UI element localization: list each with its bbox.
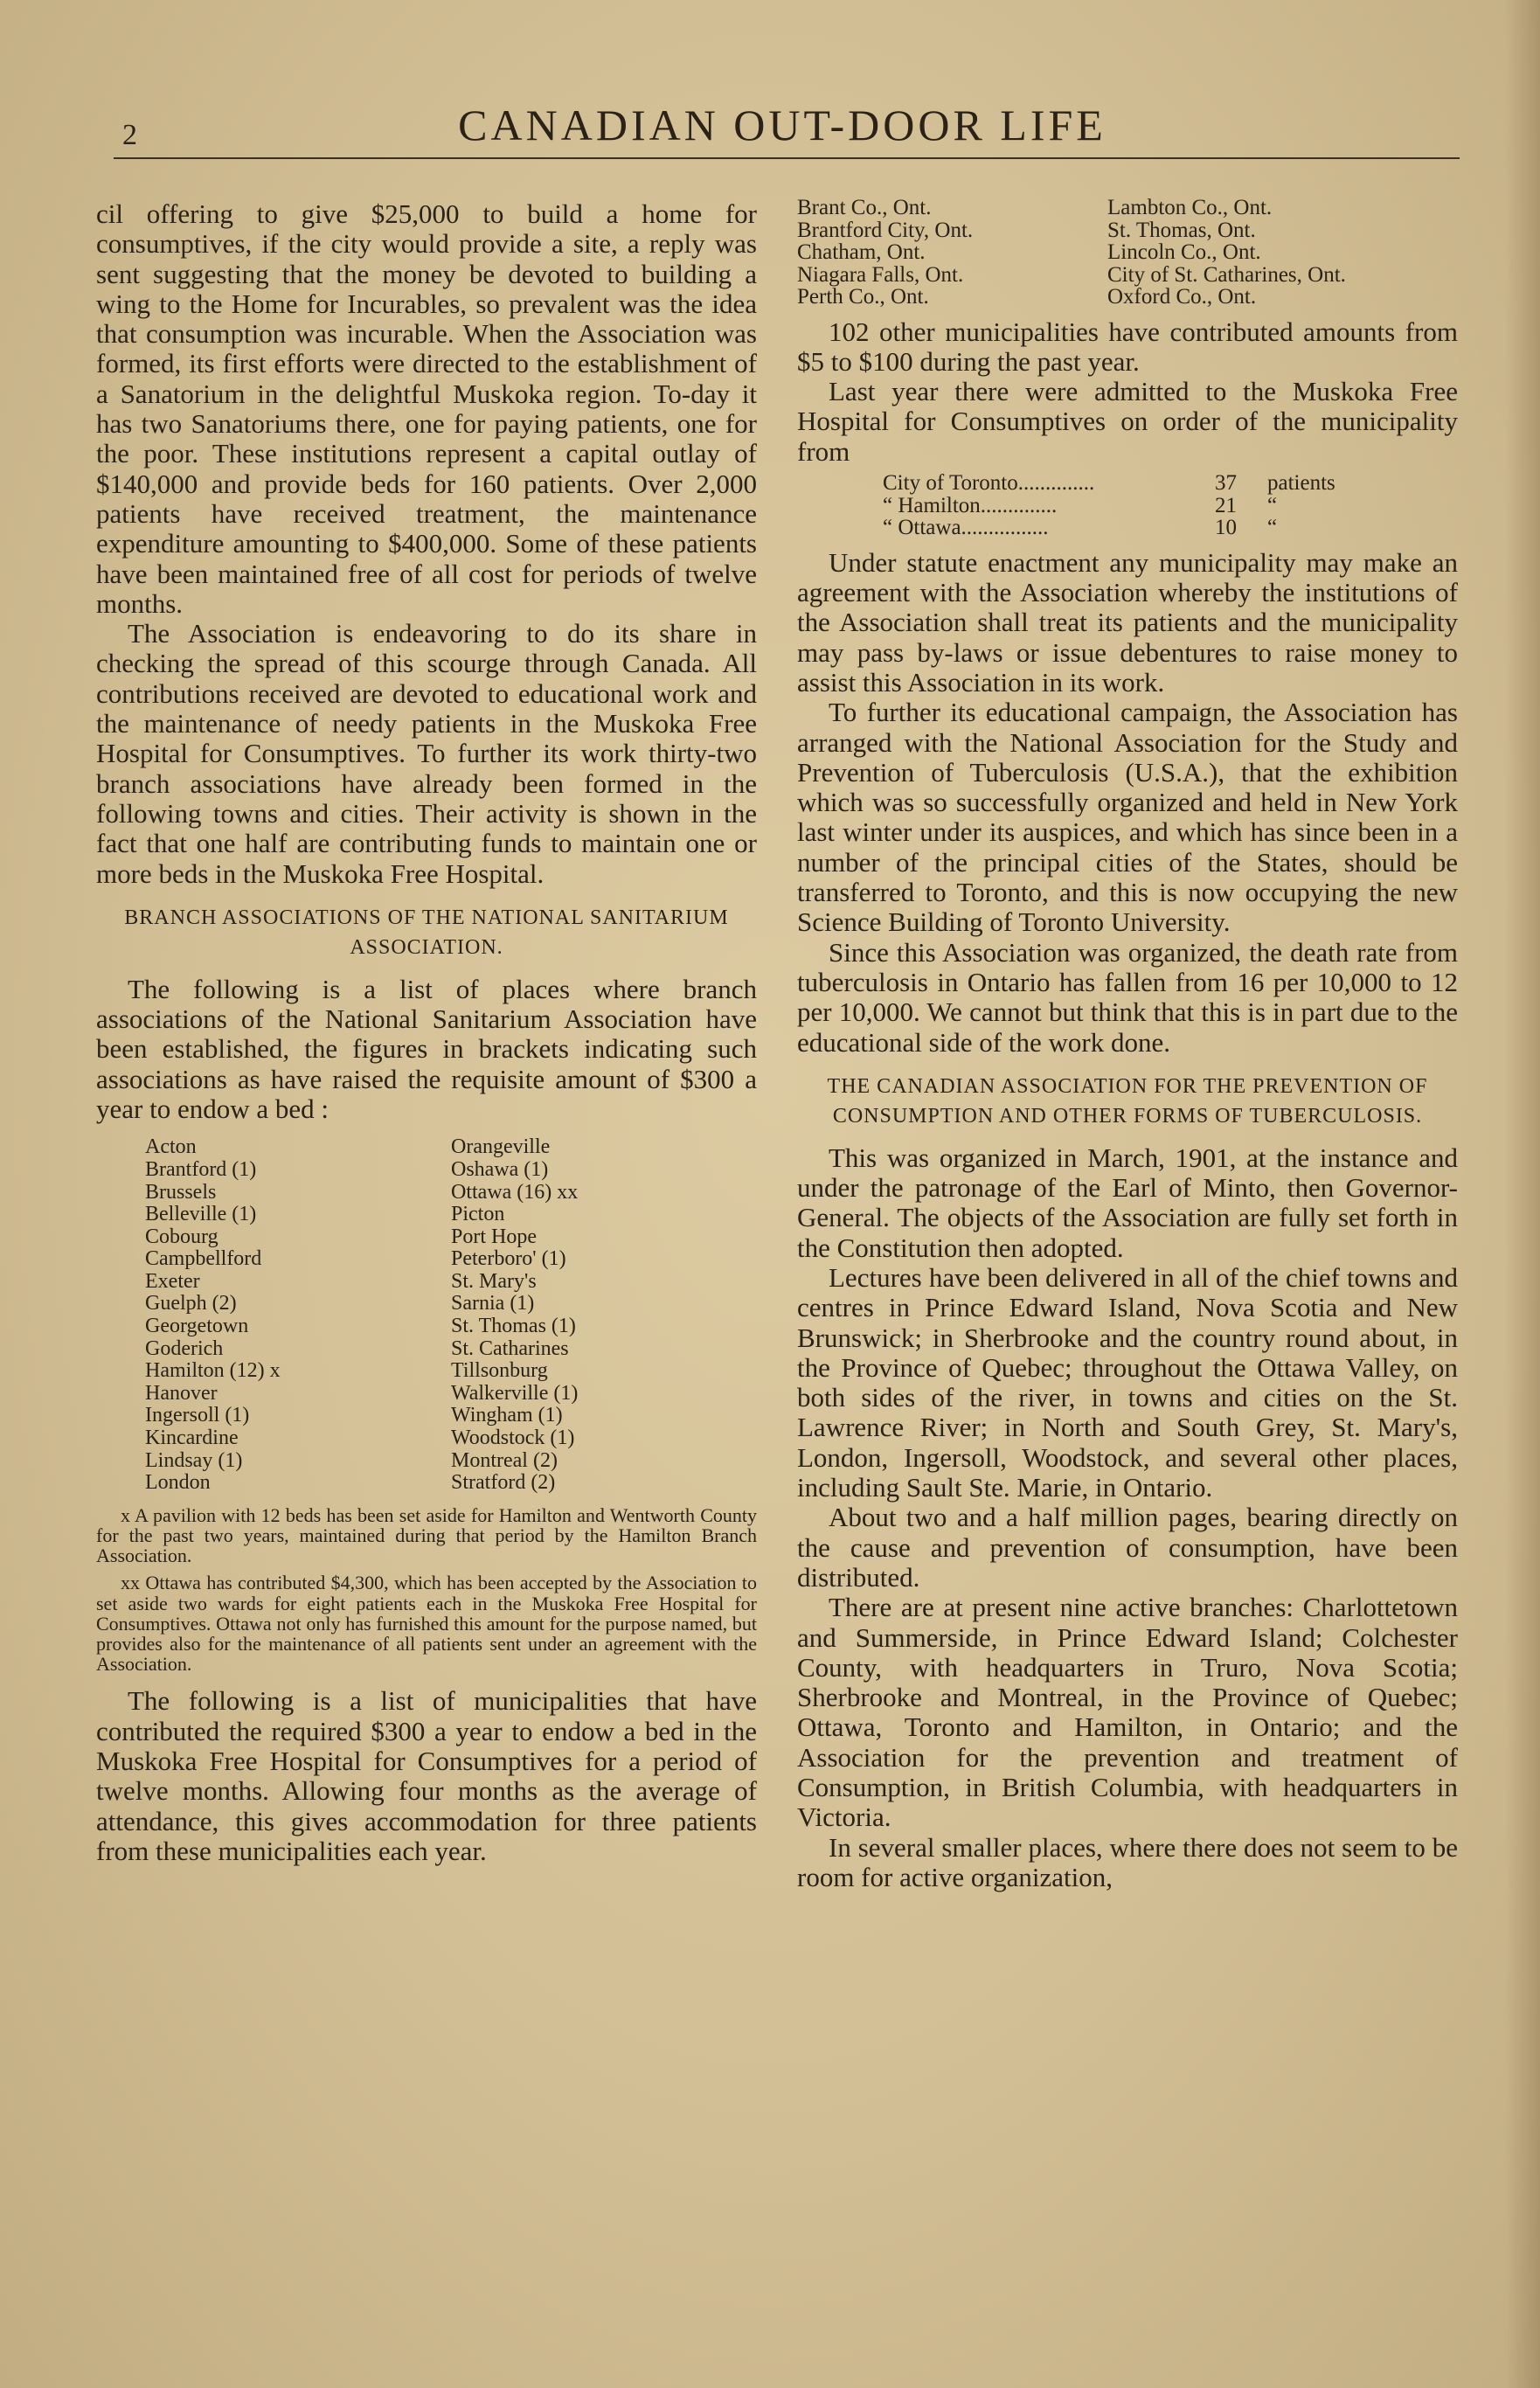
town-item: Brantford (1) bbox=[145, 1157, 257, 1181]
municipality-item: Niagara Falls, Ont. bbox=[797, 262, 964, 287]
running-title: CANADIAN OUT-DOOR LIFE bbox=[458, 101, 1106, 149]
admissions-table bbox=[883, 472, 1458, 539]
town-item: Port Hope bbox=[451, 1225, 537, 1248]
section-heading: THE CANADIAN ASSOCIATION FOR THE PREVENTION OF CONSUMPTION AND OTHER FORMS OF TUBERCULOSIS. bbox=[827, 1074, 1428, 1128]
town-item: St. Mary's bbox=[451, 1269, 537, 1293]
admission-place: “ Ottawa................ bbox=[883, 516, 1049, 540]
paragraph: cil offering to give $25,000 to build a home for consumptives, if the city would provide a site, a reply was sent suggesting that the money be devoted to building a wing to the Home for Incurables, so prevalent was the idea that consumption was incurable. When the Association was formed, its first efforts were directed to the establishment of a Sanatorium in the delightful Muskoka region. To-day it has two Sanatoriums there, one for paying patients, one for the poor. These institutions represent a capital outlay of $140,000 and provide beds for 160 patients. Over 2,000 patients have received treatment, the maintenance expenditure amounting to $400,000. Some of these patients have been maintained free of all cost for periods of twelve months. bbox=[96, 198, 757, 619]
admission-unit: “ bbox=[1267, 516, 1278, 540]
municipality-item: City of St. Catharines, Ont. bbox=[1107, 262, 1346, 287]
left-column bbox=[96, 199, 757, 1866]
municipality-item: Lincoln Co., Ont. bbox=[1107, 240, 1261, 264]
header-rule bbox=[114, 157, 1460, 159]
municipalities-list bbox=[797, 197, 1458, 309]
town-item: Campbellford bbox=[145, 1247, 262, 1271]
town-item: Cobourg bbox=[145, 1225, 219, 1248]
municipality-item: Oxford Co., Ont. bbox=[1107, 285, 1257, 309]
municipality-item: Brant Co., Ont. bbox=[797, 196, 932, 219]
footnote: xx Ottawa has contributed $4,300, which has been accepted by the Association to set aside two wards for eight patients each in the Muskoka Free Hospital for Consumptives. Ottawa not only has furnished this amount for the purpose named, but provides also for the maintenance of all patients sent under an agreement with the Association. bbox=[96, 1572, 757, 1676]
admission-place: “ Hamilton.............. bbox=[883, 493, 1058, 517]
town-item: Sarnia (1) bbox=[451, 1292, 535, 1315]
town-item: Peterboro' (1) bbox=[451, 1247, 566, 1271]
paragraph: The following is a list of places where branch associations of the National Sanitarium Association have been established, the figures in brackets indicating such associations as have raised the requisite amount of $300 a year to endow a bed : bbox=[96, 973, 757, 1125]
branch-towns-list bbox=[145, 1136, 757, 1495]
admission-row bbox=[883, 495, 1458, 517]
paragraph: To further its educational campaign, the Association has arranged with the National Association for the Study and Prevention of Tuberculosis (U.S.A.), that the exhibition which was so successfully organized and held in New York last winter under its auspices, and which has since been in a number of the principal cities of the States, should be transferred to Toronto, and this is now occupying the new Science Building of Toronto University. bbox=[797, 697, 1458, 938]
paragraph: Since this Association was organized, the death rate from tuberculosis in Ontario has fallen from 16 per 10,000 to 12 per 10,000. We cannot but think that this is in part due to the educational side of the work done. bbox=[797, 936, 1458, 1058]
town-item: Stratford (2) bbox=[451, 1471, 556, 1495]
footnote: x A pavilion with 12 beds has been set aside for Hamilton and Wentworth County for the past two years, maintained during that period by the Hamilton Branch Association. bbox=[96, 1503, 757, 1567]
town-item: Walkerville (1) bbox=[451, 1381, 579, 1405]
town-item: Goderich bbox=[145, 1336, 224, 1360]
town-item: Lindsay (1) bbox=[145, 1448, 243, 1472]
admission-count: 21 bbox=[1215, 493, 1237, 517]
admission-unit: “ bbox=[1267, 493, 1278, 517]
town-item: St. Thomas (1) bbox=[451, 1315, 576, 1338]
town-item: Montreal (2) bbox=[451, 1448, 558, 1472]
paragraph: Last year there were admitted to the Muskoka Free Hospital for Consumptives on order of the municipality from bbox=[797, 376, 1458, 467]
paragraph: About two and a half million pages, bearing directly on the cause and prevention of consumption, have been distributed. bbox=[797, 1502, 1458, 1593]
municipality-item: St. Thomas, Ont. bbox=[1107, 218, 1256, 242]
paragraph: 102 other municipalities have contributed amounts from $5 to $100 during the past year. bbox=[797, 316, 1458, 377]
paragraph: The following is a list of municipalities that have contributed the required $300 a year to endow a bed in the Muskoka Free Hospital for Consumptives for a period of twelve months. Allowing four months as the average of attendance, this gives accommodation for three patients from these municipalities each year. bbox=[96, 1685, 757, 1866]
paragraph: There are at present nine active branches: Charlottetown and Summerside, in Prince Edward Island; Colchester County, with headquarters in Truro, Nova Scotia; Sherbrooke and Montreal, in the Province of Quebec; Ottawa, Toronto and Hamilton, in Ontario; and the Association for the prevention and treatment of Consumption, in British Columbia, with headquarters in Victoria. bbox=[797, 1592, 1458, 1833]
admission-row bbox=[883, 517, 1458, 539]
admission-row bbox=[883, 472, 1458, 495]
town-item: Oshawa (1) bbox=[451, 1157, 549, 1181]
town-item: London bbox=[145, 1471, 211, 1495]
page-header bbox=[114, 96, 1451, 157]
town-item: Tillsonburg bbox=[451, 1359, 548, 1383]
town-item: Guelph (2) bbox=[145, 1292, 237, 1315]
town-item: Belleville (1) bbox=[145, 1203, 257, 1226]
town-item: Wingham (1) bbox=[451, 1404, 563, 1427]
municipality-item: Perth Co., Ont. bbox=[797, 285, 929, 309]
page-number: 2 bbox=[122, 119, 137, 151]
admission-place: City of Toronto.............. bbox=[883, 470, 1095, 495]
town-item: Picton bbox=[451, 1203, 505, 1226]
admission-unit: patients bbox=[1267, 470, 1335, 495]
paragraph: In several smaller places, where there does not seem to be room for active organization, bbox=[797, 1831, 1458, 1892]
town-item: Brussels bbox=[145, 1180, 217, 1204]
municipality-item: Brantford City, Ont. bbox=[797, 218, 974, 242]
town-item: Exeter bbox=[145, 1269, 200, 1293]
town-item: Kincardine bbox=[145, 1427, 239, 1450]
municipality-item: Lambton Co., Ont. bbox=[1107, 196, 1273, 219]
page-edge-shadow bbox=[1505, 0, 1540, 2388]
admission-count: 37 bbox=[1215, 470, 1237, 495]
section-heading: BRANCH ASSOCIATIONS OF THE NATIONAL SANITARIUM ASSOCIATION. bbox=[124, 906, 729, 959]
municipality-item: Chatham, Ont. bbox=[797, 240, 926, 264]
town-item: Ottawa (16) xx bbox=[451, 1180, 579, 1204]
town-item: Woodstock (1) bbox=[451, 1427, 575, 1450]
paragraph: This was organized in March, 1901, at the instance and under the patronage of the Earl of Minto, then Governor-General. The objects of the Association are fully set forth in the Constitution then adopted. bbox=[797, 1142, 1458, 1263]
town-item: St. Catharines bbox=[451, 1336, 569, 1360]
spacer bbox=[96, 1674, 757, 1686]
town-item: Hanover bbox=[145, 1381, 218, 1405]
admission-count: 10 bbox=[1215, 516, 1237, 540]
town-item: Ingersoll (1) bbox=[145, 1404, 250, 1427]
town-item: Orangeville bbox=[451, 1135, 551, 1159]
paragraph: The Association is endeavoring to do its share in checking the spread of this scourge through Canada. All contributions received are devoted to educational work and the maintenance of needy patients in the Muskoka Free Hospital for Consumptives. To further its work thirty-two branch associations have already been formed in the following towns and cities. Their activity is shown in the fact that one half are contributing funds to maintain one or more beds in the Muskoka Free Hospital. bbox=[96, 618, 757, 889]
paragraph: Under statute enactment any municipality may make an agreement with the Association whereby the institutions of the Association shall treat its patients and the municipality may pass by-laws or issue debentures to raise money to assist this Association in its work. bbox=[797, 546, 1458, 698]
town-item: Acton bbox=[145, 1135, 197, 1159]
town-item: Hamilton (12) x bbox=[145, 1359, 281, 1383]
town-item: Georgetown bbox=[145, 1315, 249, 1338]
paragraph: Lectures have been delivered in all of the chief towns and centres in Prince Edward Island, Nova Scotia and New Brunswick; in Sherbrooke and the country round about, in the Province of Quebec; throughout the Ottawa Valley, on both sides of the river, in towns and cities on the St. Lawrence River; in North and South Grey, St. Mary's, London, Ingersoll, Woodstock, and several other places, including Sault Ste. Marie, in Ontario. bbox=[797, 1262, 1458, 1503]
right-column bbox=[797, 197, 1458, 1892]
